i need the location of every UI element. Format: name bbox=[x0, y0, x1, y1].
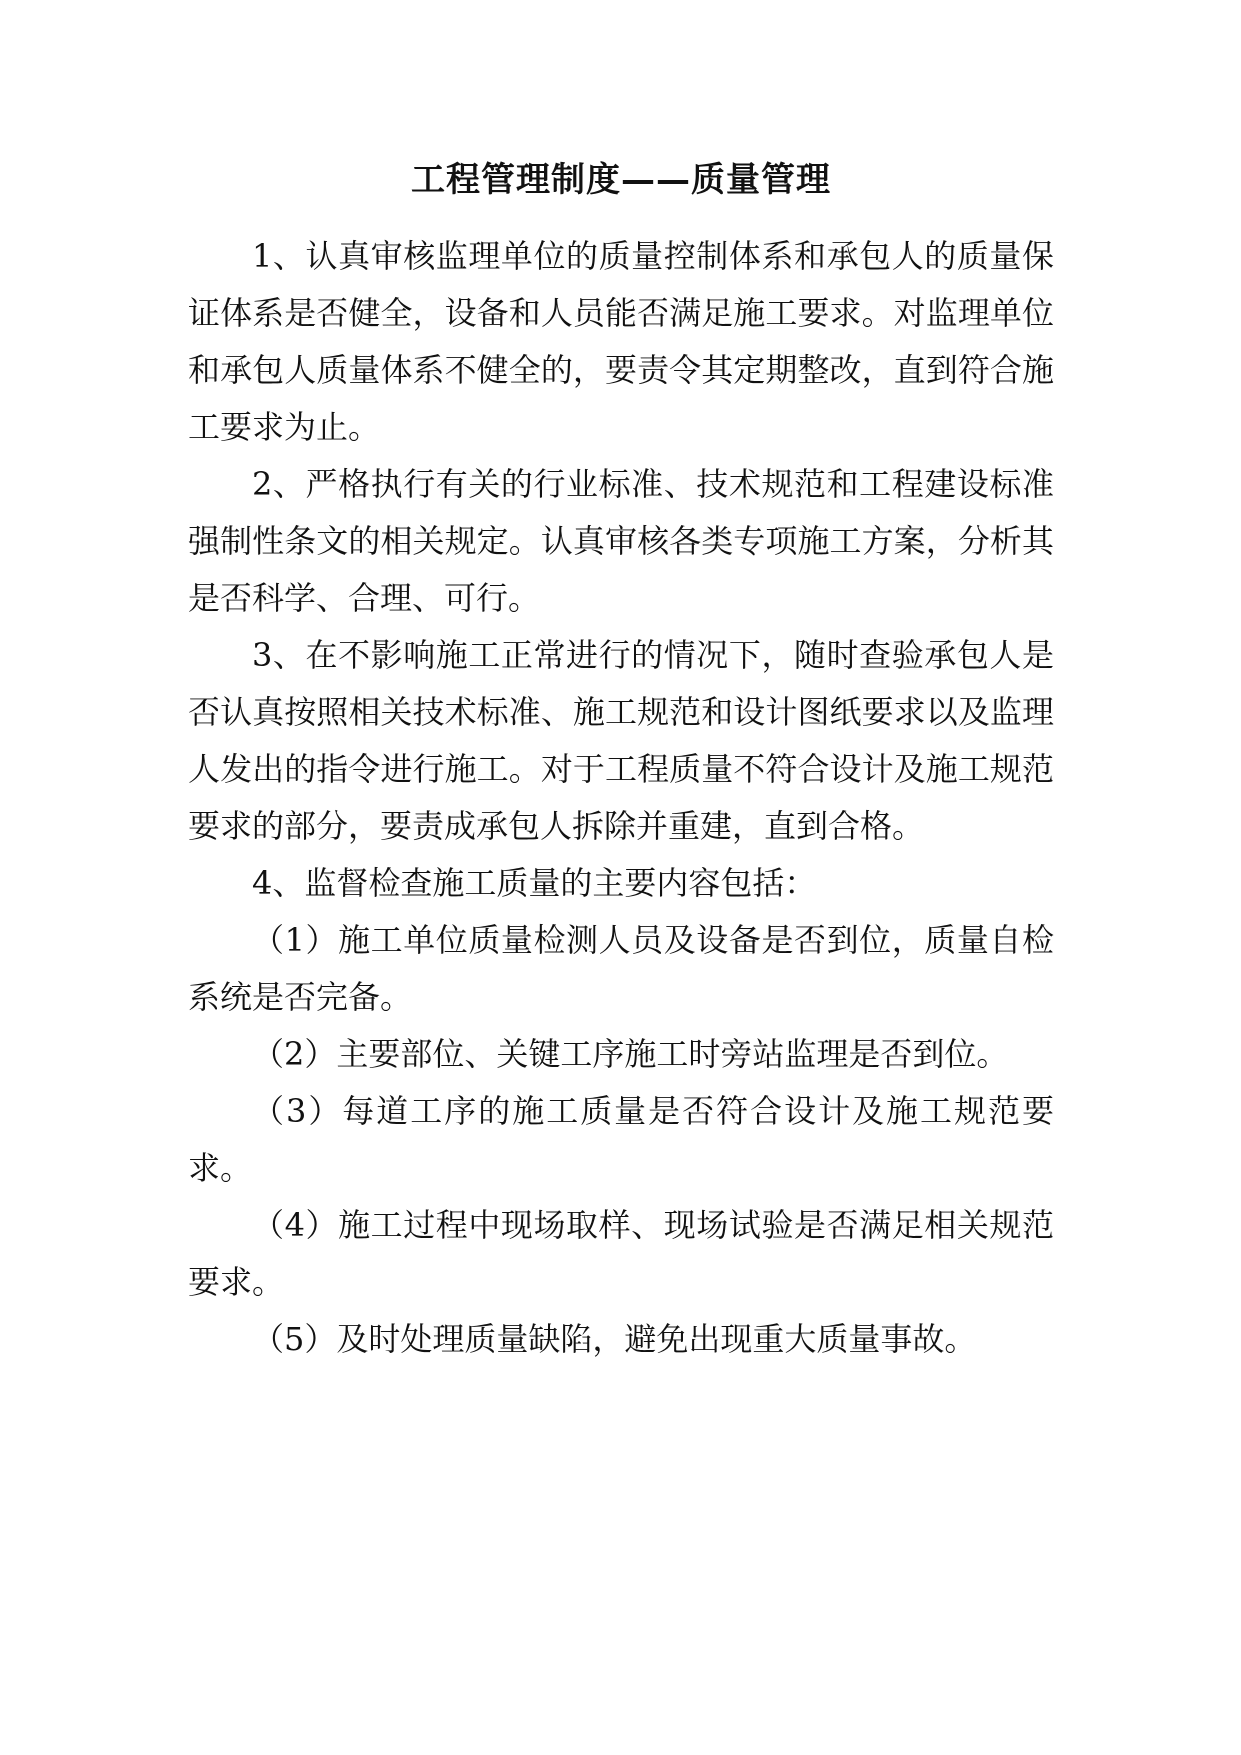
document-title: 工程管理制度——质量管理 bbox=[411, 160, 831, 200]
paragraph-2: 2、严格执行有关的行业标准、技术规范和工程建设标准强制性条文的相关规定。认真审核各类专项施工方案，分析其是否科学、合理、可行。 bbox=[188, 465, 1054, 617]
document-body bbox=[188, 150, 1054, 1368]
list-item-2: （2）主要部位、关键工序施工时旁站监理是否到位。 bbox=[252, 1035, 1009, 1073]
list-item-4: （4）施工过程中现场取样、现场试验是否满足相关规范要求。 bbox=[188, 1206, 1054, 1301]
list-item-5: （5）及时处理质量缺陷，避免出现重大质量事故。 bbox=[252, 1320, 977, 1358]
list-item-3: （3）每道工序的施工质量是否符合设计及施工规范要求。 bbox=[188, 1092, 1054, 1187]
paragraph-1: 1、认真审核监理单位的质量控制体系和承包人的质量保证体系是否健全，设备和人员能否满足施工要求。对监理单位和承包人质量体系不健全的，要责令其定期整改，直到符合施工要求为止。 bbox=[188, 237, 1054, 446]
paragraph-4: 4、监督检查施工质量的主要内容包括： bbox=[252, 864, 817, 902]
paragraph-3: 3、在不影响施工正常进行的情况下，随时查验承包人是否认真按照相关技术标准、施工规范和设计图纸要求以及监理人发出的指令进行施工。对于工程质量不符合设计及施工规范要求的部分，要责成承包人拆除并重建，直到合格。 bbox=[188, 636, 1054, 845]
list-item-1: （1）施工单位质量检测人员及设备是否到位，质量自检系统是否完备。 bbox=[188, 921, 1054, 1016]
